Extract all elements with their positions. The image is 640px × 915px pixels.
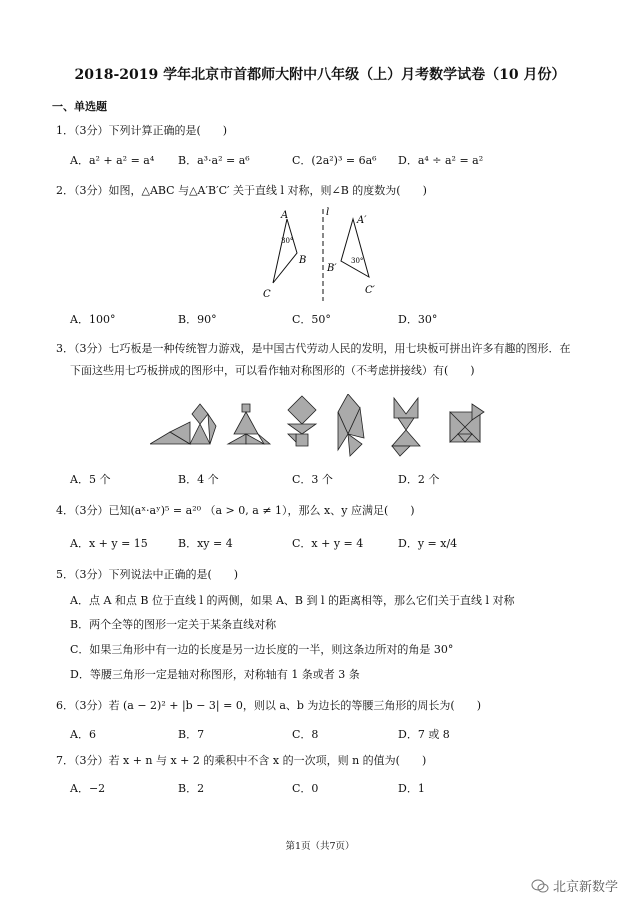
question-7-stem: 7．（3分）若 x + n 与 x + 2 的乘积中不含 x 的一次项，则 n 的值为( ) xyxy=(56,754,427,767)
question-1-stem: 1．（3分）下列计算正确的是( ) xyxy=(56,124,228,137)
q5-option-b: B．两个全等的图形一定关于某条直线对称 xyxy=(70,618,277,631)
q7-option-d: D．1 xyxy=(398,782,425,795)
watermark-text: 北京新数学 xyxy=(552,880,618,895)
q1-option-a: A．a² + a² = a⁴ xyxy=(70,154,155,167)
angle-label-1: 30° xyxy=(281,237,294,245)
watermark xyxy=(531,876,618,895)
label-l: l xyxy=(326,207,330,218)
q6-option-a: A．6 xyxy=(70,728,96,741)
q3-option-b: B．4 个 xyxy=(178,473,219,486)
q2-option-c: C．50° xyxy=(292,313,331,326)
q5-option-d: D．等腰三角形一定是轴对称图形，对称轴有 1 条或者 3 条 xyxy=(70,668,360,681)
q2-option-a: A．100° xyxy=(70,313,116,326)
question-2-stem: 2．（3分）如图，△ABC 与△A′B′C′ 关于直线 l 对称，则∠B 的度数为( ) xyxy=(56,184,427,197)
angle-label-2: 30° xyxy=(351,257,364,265)
q6-option-b: B．7 xyxy=(178,728,205,741)
q7-option-c: C．0 xyxy=(292,782,319,795)
label-a-prime: A′ xyxy=(357,215,367,226)
q5-option-a: A．点 A 和点 B 位于直线 l 的两侧，如果 A、B 到 l 的距离相等，那么它们关于直线 l 对称 xyxy=(70,594,515,607)
q1-option-c: C．(2a²)³ = 6a⁶ xyxy=(292,154,377,167)
section-heading: 一、单选题 xyxy=(52,100,107,113)
label-a: A xyxy=(281,210,289,221)
q2-option-d: D．30° xyxy=(398,313,438,326)
q4-option-b: B．xy = 4 xyxy=(178,537,233,550)
tangram-figures xyxy=(150,394,500,462)
q5-option-c: C．如果三角形中有一边的长度是另一边长度的一半，则这条边所对的角是 30° xyxy=(70,643,454,656)
q1-option-b: B．a³·a² = a⁶ xyxy=(178,154,250,167)
q4-option-c: C．x + y = 4 xyxy=(292,537,364,550)
label-c: C xyxy=(263,289,271,300)
q3-option-c: C．3 个 xyxy=(292,473,333,486)
page-footer: 第1页（共7页） xyxy=(285,841,355,852)
label-b: B xyxy=(299,255,307,266)
label-c-prime: C′ xyxy=(365,285,375,296)
q2-option-b: B．90° xyxy=(178,313,217,326)
label-b-prime: B′ xyxy=(327,263,337,274)
question-4-stem: 4．（3分）已知(aˣ·aʸ)⁵ = a²⁰ （a > 0, a ≠ 1），那么 x、y 应满足( ) xyxy=(56,504,415,517)
q6-option-d: D．7 或 8 xyxy=(398,728,450,741)
question-6-stem: 6．（3分）若 (a − 2)² + |b − 3| = 0，则以 a、b 为边长的等腰三角形的周长为( ) xyxy=(56,699,482,712)
symmetric-triangles-figure xyxy=(255,205,395,305)
q3-option-a: A．5 个 xyxy=(70,473,111,486)
q4-option-a: A．x + y = 15 xyxy=(70,537,148,550)
question-5-stem: 5．（3分）下列说法中正确的是( ) xyxy=(56,568,239,581)
q4-option-d: D．y = x/4 xyxy=(398,537,458,550)
wechat-icon xyxy=(531,879,549,893)
q3-option-d: D．2 个 xyxy=(398,473,440,486)
q1-option-d: D．a⁴ ÷ a² = a² xyxy=(398,154,484,167)
question-3-stem-line1: 3．（3分）七巧板是一种传统智力游戏，是中国古代劳动人民的发明，用七块板可拼出许多有趣的图形．在 xyxy=(56,342,571,355)
page-title: 2018-2019 学年北京市首都师大附中八年级（上）月考数学试卷（10 月份） xyxy=(74,67,566,83)
q7-option-a: A．−2 xyxy=(70,782,106,795)
question-3-stem-line2: 下面这些用七巧板拼成的图形中，可以看作轴对称图形的（不考虑拼接线）有( ) xyxy=(70,364,475,377)
q6-option-c: C．8 xyxy=(292,728,319,741)
q7-option-b: B．2 xyxy=(178,782,205,795)
